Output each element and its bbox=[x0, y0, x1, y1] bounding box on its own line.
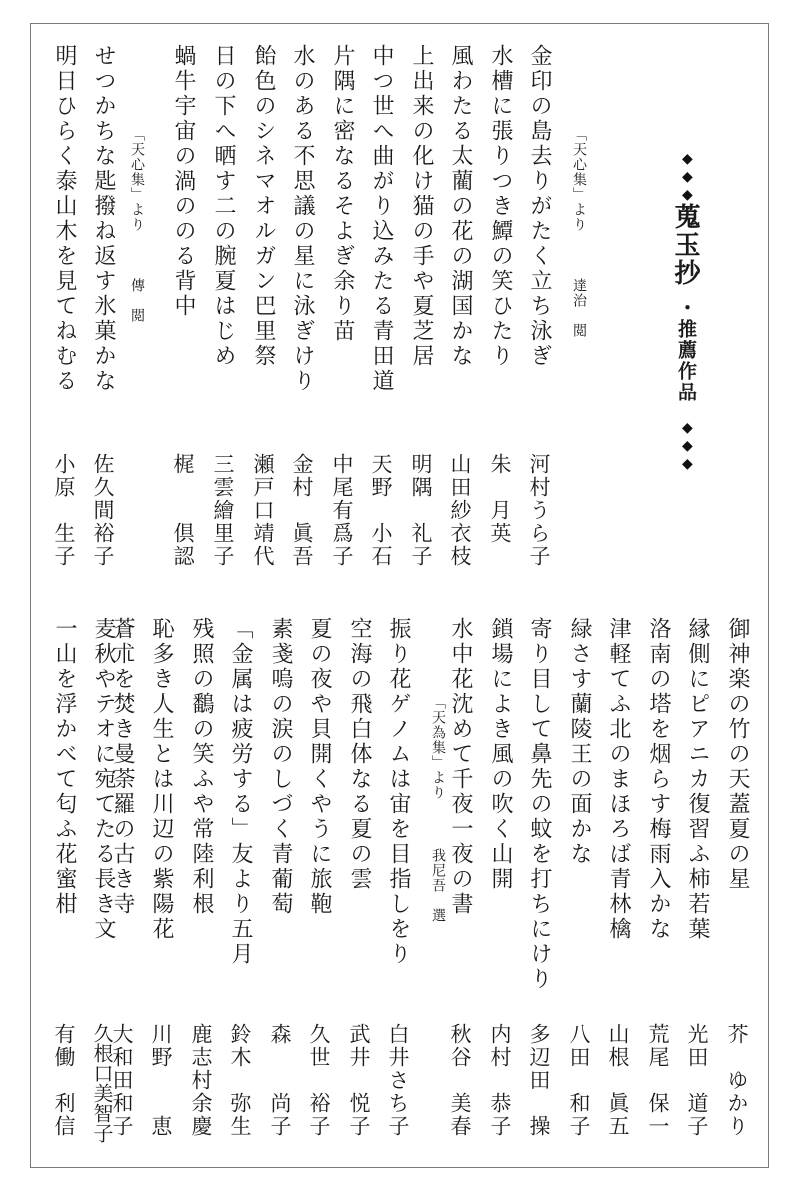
haiku-author: 朱 月英 bbox=[488, 453, 512, 545]
haiku-text: 一山を浮かべて匂ふ花蜜柑 bbox=[52, 617, 77, 917]
haiku-author: 内村 恭子 bbox=[488, 1023, 512, 1138]
haiku-text: 明日ひらく泰山木を見てねむる bbox=[52, 44, 77, 394]
haiku-text: 片隅に密なるそよぎ余り苗 bbox=[330, 44, 355, 344]
haiku-author: 秋谷 美春 bbox=[448, 1023, 472, 1138]
haiku-author: 白井さち子 bbox=[386, 1023, 410, 1138]
haiku-author: 芥 ゆかり bbox=[725, 1023, 749, 1138]
haiku-text: 洛南の塔を烟らす梅雨入かな bbox=[646, 617, 671, 942]
haiku-text: せつかちな匙撥ね返す氷菓かな bbox=[91, 44, 116, 394]
haiku-text: 振り花ゲノムは宙を目指しをり bbox=[386, 617, 411, 967]
haiku-author: 多辺田 操 bbox=[527, 1023, 551, 1138]
haiku-text: 日の下へ晒す二の腕夏はじめ bbox=[211, 44, 236, 369]
haiku-author: 三雲繪里子 bbox=[211, 453, 235, 568]
haiku-author: 川野 恵 bbox=[149, 1023, 173, 1138]
judge-label: 達治 閲 bbox=[571, 278, 587, 338]
haiku-text: 夏の夜や貝開くやうに旅鞄 bbox=[307, 617, 332, 917]
haiku-author: 中尾有爲子 bbox=[330, 453, 354, 568]
judge-label: 傳 閲 bbox=[129, 278, 145, 323]
haiku-text: 津軽てふ北のまほろば青林檎 bbox=[606, 617, 631, 942]
haiku-author: 小原 生子 bbox=[52, 453, 76, 568]
haiku-text: 鎖場によき風の吹く山開 bbox=[488, 617, 513, 892]
page-title: 蒐玉抄 bbox=[670, 203, 700, 287]
haiku-author: 梶 倶認 bbox=[171, 453, 195, 568]
haiku-text: 蝸牛宇宙の渦ののる背中 bbox=[171, 44, 196, 319]
haiku-text: 飴色のシネマオルガン巴里祭 bbox=[251, 44, 276, 369]
source-label: 「天心集」より bbox=[571, 127, 587, 232]
haiku-text: 風わたる太藺の花の湖国かな bbox=[448, 44, 473, 369]
haiku-author: 久根口美智子 bbox=[90, 1023, 114, 1143]
ornament-top: ◆◆◆ bbox=[679, 151, 696, 205]
ornament-bottom: ◆◆◆ bbox=[679, 420, 696, 474]
haiku-text: 縁側にピアニカ復習ふ柿若葉 bbox=[685, 617, 710, 942]
haiku-author: 瀬戸口靖代 bbox=[251, 453, 275, 568]
haiku-text: 空海の飛白体なる夏の雲 bbox=[347, 617, 372, 892]
haiku-author: 大和田和子 bbox=[110, 1023, 134, 1138]
haiku-text: 素戔嗚の涙のしづく青葡萄 bbox=[268, 617, 293, 917]
haiku-author: 森 尚子 bbox=[268, 1023, 292, 1138]
haiku-text: 上出来の化け猫の手や夏芝居 bbox=[409, 44, 434, 369]
haiku-author: 鈴木 弥生 bbox=[228, 1023, 252, 1138]
haiku-author: 金村 眞吾 bbox=[290, 453, 314, 568]
haiku-author: 明隅 礼子 bbox=[409, 453, 433, 568]
haiku-author: 山根 眞五 bbox=[606, 1023, 630, 1138]
haiku-text: 緑さす蘭陵王の面かな bbox=[567, 617, 592, 867]
haiku-text: 金印の島去りがたく立ち泳ぎ bbox=[527, 44, 552, 369]
haiku-text: 恥多き人生とは川辺の紫陽花 bbox=[149, 617, 174, 942]
source-label: 「天心集」より bbox=[129, 127, 145, 232]
haiku-author: 久世 裕子 bbox=[307, 1023, 331, 1138]
haiku-text: 中つ世へ曲がり込みたる青田道 bbox=[369, 44, 394, 394]
haiku-text: 「金属は疲労する」友より五月 bbox=[228, 617, 253, 967]
haiku-text: 寄り目して鼻先の蚊を打ちにけり bbox=[527, 617, 552, 992]
haiku-text: 水のある不思議の星に泳ぎけり bbox=[290, 44, 315, 394]
haiku-author: 荒尾 保一 bbox=[646, 1023, 670, 1138]
haiku-text: 蒼朮を焚き曼荼羅の古き寺 bbox=[110, 617, 135, 917]
source-label: 「天為集」より bbox=[430, 695, 446, 800]
haiku-text: 麦秋やテオに宛てたる長き文 bbox=[91, 617, 116, 942]
haiku-text: 水中花沈めて千夜一夜の書 bbox=[448, 617, 473, 917]
haiku-text: 水槽に張りつき鱏の笑ひたり bbox=[488, 44, 513, 369]
page-subtitle: ・推薦作品 bbox=[675, 298, 697, 403]
judge-label: 我尼吾 選 bbox=[430, 848, 446, 923]
haiku-author: 鹿志村余慶 bbox=[189, 1023, 213, 1138]
haiku-author: 天野 小石 bbox=[369, 453, 393, 568]
haiku-author: 武井 悦子 bbox=[347, 1023, 371, 1138]
haiku-author: 河村うら子 bbox=[527, 453, 551, 568]
haiku-author: 有働 利信 bbox=[52, 1023, 76, 1138]
haiku-author: 八田 和子 bbox=[567, 1023, 591, 1138]
haiku-author: 光田 道子 bbox=[685, 1023, 709, 1138]
haiku-author: 山田紗衣枝 bbox=[448, 453, 472, 568]
haiku-text: 残照の鷭の笑ふや常陸利根 bbox=[189, 617, 214, 917]
haiku-author: 佐久間裕子 bbox=[91, 453, 115, 568]
haiku-text: 御神楽の竹の天蓋夏の星 bbox=[725, 617, 750, 892]
